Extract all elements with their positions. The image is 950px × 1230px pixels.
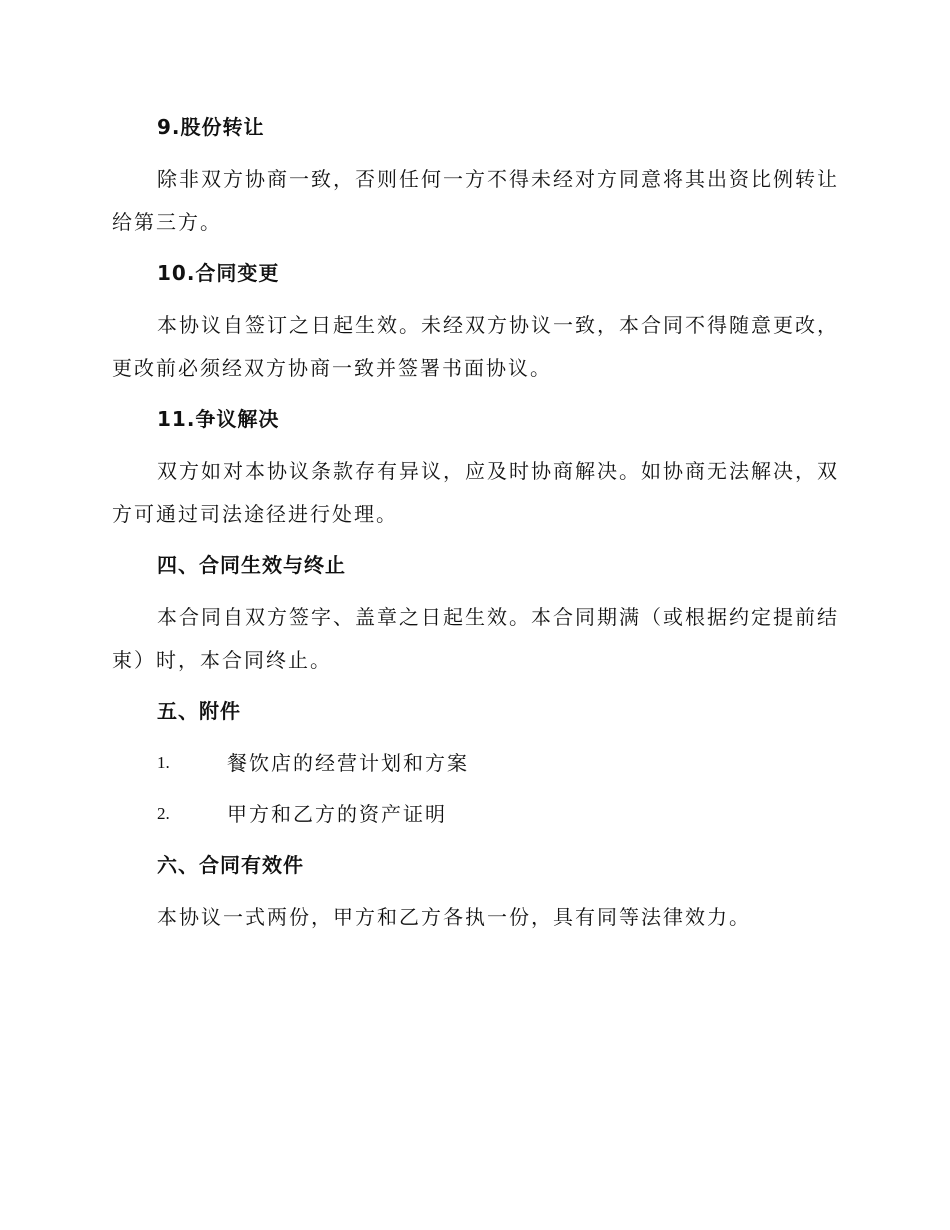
list-item-text: 餐饮店的经营计划和方案	[227, 751, 469, 775]
section-heading-dispute-resolution: 11.争议解决	[157, 407, 280, 431]
section-heading-contract-copies: 六、合同有效件	[157, 853, 304, 877]
list-item-number: 2.	[157, 804, 170, 823]
section-heading-effect-termination: 四、合同生效与终止	[157, 553, 346, 577]
paragraph-line: 双方如对本协议条款存有异议，应及时协商解决。如协商无法解决，双	[157, 459, 839, 483]
list-item-number: 1.	[157, 753, 170, 772]
paragraph-line: 除非双方协商一致，否则任何一方不得未经对方同意将其出资比例转让	[157, 167, 839, 191]
list-item-text: 甲方和乙方的资产证明	[227, 802, 447, 826]
paragraph-line: 给第三方。	[112, 210, 222, 234]
paragraph-line: 本协议一式两份，甲方和乙方各执一份，具有同等法律效力。	[157, 905, 751, 929]
section-heading-attachments: 五、附件	[157, 699, 241, 723]
section-heading-contract-change: 10.合同变更	[157, 261, 280, 285]
paragraph-line: 更改前必须经双方协商一致并签署书面协议。	[112, 356, 552, 380]
paragraph-line: 方可通过司法途径进行处理。	[112, 502, 398, 526]
paragraph-line: 束）时，本合同终止。	[112, 648, 332, 672]
section-heading-share-transfer: 9.股份转让	[157, 115, 265, 139]
paragraph-line: 本协议自签订之日起生效。未经双方协议一致，本合同不得随意更改，	[157, 313, 839, 337]
paragraph-line: 本合同自双方签字、盖章之日起生效。本合同期满（或根据约定提前结	[157, 605, 839, 629]
